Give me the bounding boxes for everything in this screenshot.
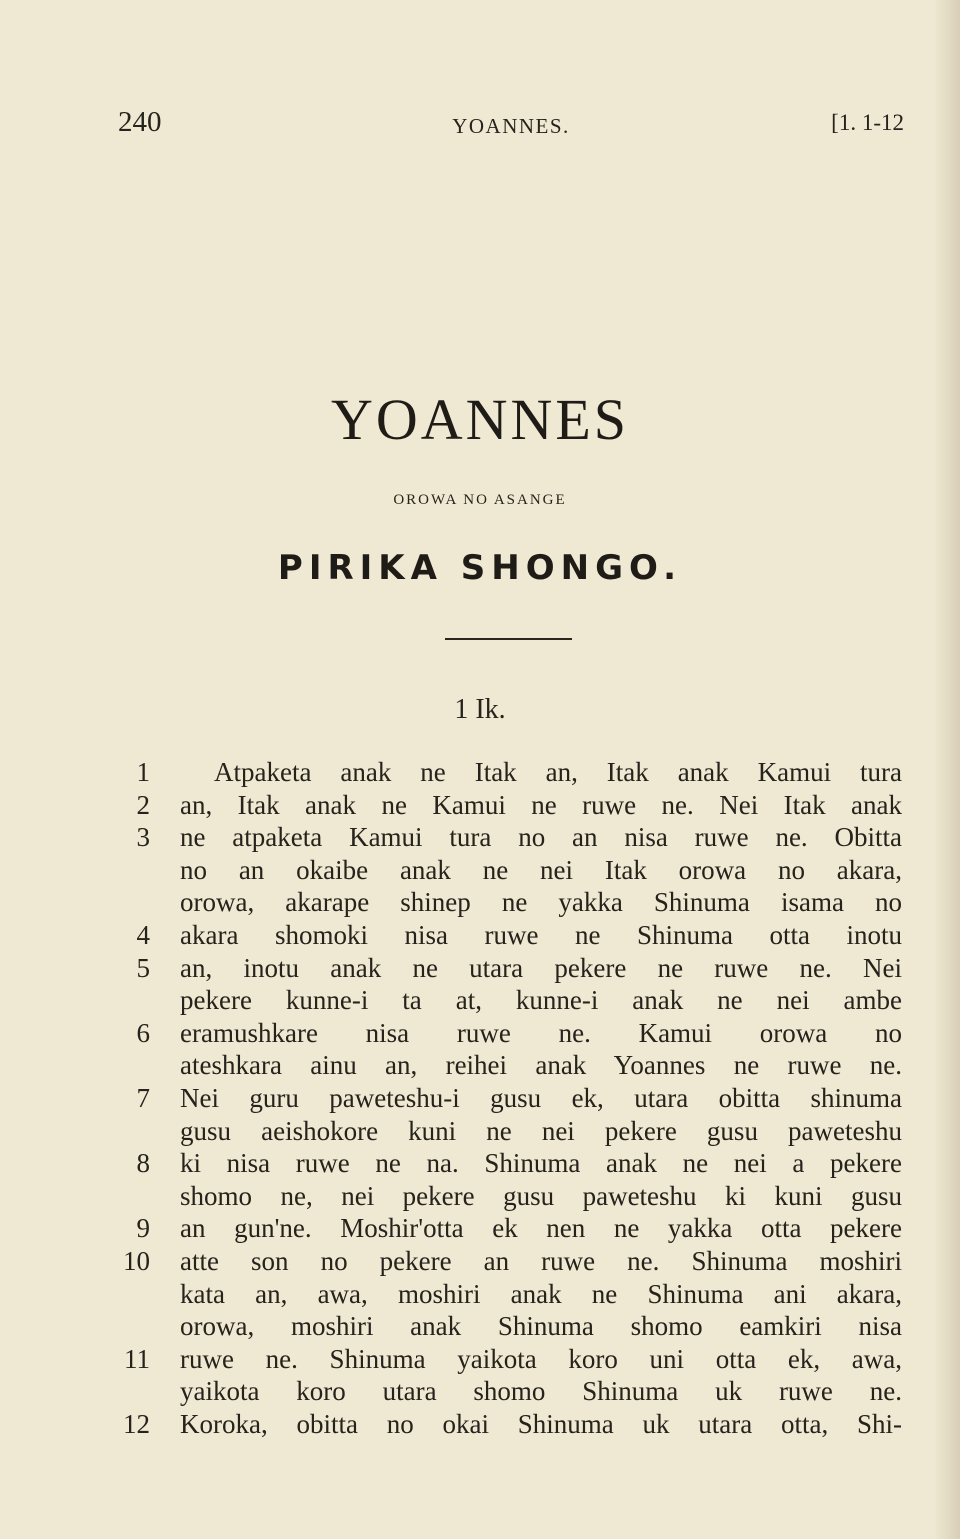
page-edge-shadow: [934, 0, 960, 1539]
text-line: orowa, akarape shinep ne yakka Shinuma isama no: [180, 887, 902, 918]
text-line: kata an, awa, moshiri anak ne Shinuma ani akara,: [180, 1278, 902, 1309]
text-line: ruwe ne. Shinuma yaikota koro uni otta ek, awa,: [180, 1343, 902, 1374]
text-line: no an okaibe anak ne nei Itak orowa no akara,: [180, 854, 902, 885]
text-line: atte son no pekere an ruwe ne. Shinuma moshiri: [180, 1246, 902, 1276]
verse-number: 1: [136, 757, 150, 787]
verse-number: 6: [136, 1017, 150, 1048]
verse-number: 9: [136, 1213, 150, 1244]
book-title: YOANNES: [330, 387, 630, 452]
page-number: 240: [118, 106, 162, 138]
text-line: ne atpaketa Kamui tura no an nisa ruwe ne. Obitta: [180, 822, 902, 853]
book-subtitle: OROWA NO ASANGE: [393, 492, 567, 508]
main-title: PIRIKA SHONGO.: [277, 548, 683, 588]
verse-number: 5: [136, 952, 150, 983]
title-rule: [445, 638, 572, 640]
text-line: Koroka, obitta no okai Shinuma uk utara otta, Shi-: [180, 1409, 902, 1439]
chapter-heading: 1 Ik.: [454, 694, 506, 725]
verse-number: 3: [136, 822, 150, 853]
text-line: ateshkara ainu an, reihei anak Yoannes ne ruwe ne.: [180, 1050, 902, 1081]
verse-number: 7: [136, 1083, 150, 1113]
text-line: yaikota koro utara shomo Shinuma uk ruwe ne.: [180, 1376, 902, 1407]
running-head: [118, 106, 904, 146]
text-line: gusu aeishokore kuni ne nei pekere gusu paweteshu: [180, 1115, 902, 1146]
text-line: shomo ne, nei pekere gusu paweteshu ki kuni gusu: [180, 1180, 902, 1211]
text-line: Atpaketa anak ne Itak an, Itak anak Kamui tura: [214, 757, 902, 787]
text-line: an, Itak anak ne Kamui ne ruwe ne. Nei Itak anak: [180, 789, 902, 820]
text-line: an, inotu anak ne utara pekere ne ruwe ne. Nei: [180, 952, 902, 983]
text-line: eramushkare nisa ruwe ne. Kamui orowa no: [180, 1017, 902, 1048]
verse-number: 8: [136, 1148, 150, 1179]
verse-number: 10: [123, 1246, 150, 1276]
verse-number: 11: [124, 1343, 150, 1374]
running-title: YOANNES.: [452, 114, 570, 138]
text-line: an gun'ne. Moshir'otta ek nen ne yakka otta pekere: [180, 1213, 902, 1244]
text-line: pekere kunne-i ta at, kunne-i anak ne nei ambe: [180, 985, 902, 1016]
text-line: akara shomoki nisa ruwe ne Shinuma otta inotu: [180, 920, 902, 950]
text-line: ki nisa ruwe ne na. Shinuma anak ne nei a pekere: [180, 1148, 902, 1179]
chapter-reference: [1. 1-12: [831, 110, 904, 135]
verse-number: 12: [123, 1409, 150, 1439]
text-line: Nei guru paweteshu-i gusu ek, utara obitta shinuma: [180, 1083, 902, 1113]
verse-number: 4: [136, 920, 150, 950]
text-line: orowa, moshiri anak Shinuma shomo eamkiri nisa: [180, 1311, 902, 1342]
verse-number: 2: [136, 789, 150, 820]
